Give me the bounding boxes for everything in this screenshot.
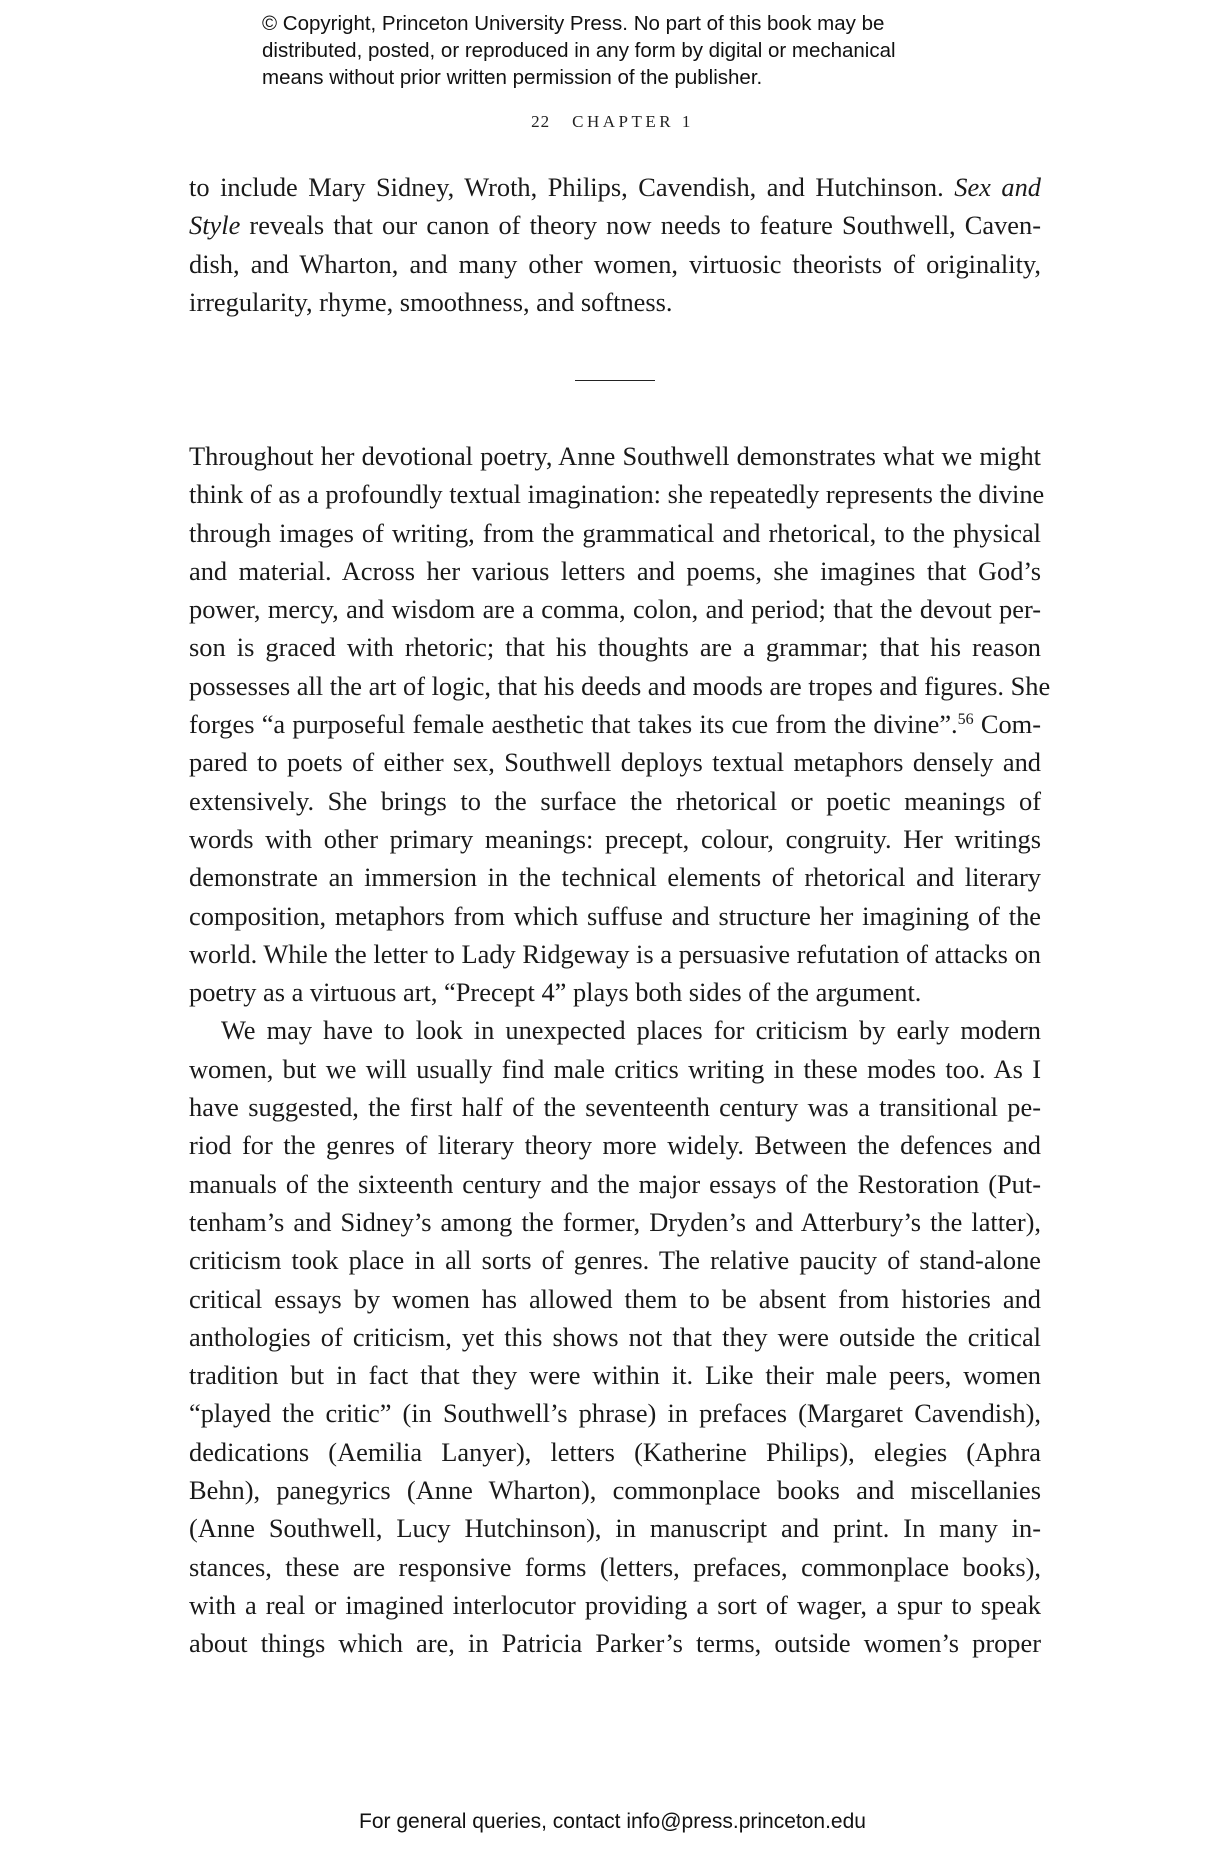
text-line: words with other primary meanings: precept, colour, congruity. Her writings <box>189 823 1041 854</box>
text-line: We may have to look in unexpected places for criticism by early modern <box>221 1015 1041 1046</box>
text-line <box>189 168 1041 206</box>
body-text <box>189 437 1051 1663</box>
text-line: demonstrate an immersion in the technical elements of rhetorical and literary <box>189 862 1041 893</box>
copyright-line: © Copyright, Princeton University Press. No part of this book may be <box>262 12 885 35</box>
text-line: power, mercy, and wisdom are a comma, colon, and period; that the devout per- <box>189 594 1041 625</box>
text-line: son is graced with rhetoric; that his thoughts are a grammar; that his reason <box>189 632 1041 663</box>
italic-title: Sex and <box>954 172 1041 202</box>
text-line: pared to poets of either sex, Southwell deploys textual metaphors densely and <box>189 747 1041 778</box>
intro-paragraph <box>189 168 1041 321</box>
text-line: dish, and Wharton, and many other women, virtuosic theorists of originality, <box>189 248 1041 279</box>
chapter-label: CHAPTER 1 <box>572 112 694 131</box>
text-line <box>189 206 1041 244</box>
text-line: stances, these are responsive forms (letters, prefaces, commonplace books), <box>189 1551 1041 1582</box>
text-line: dedications (Aemilia Lanyer), letters (Katherine Philips), elegies (Aphra <box>189 1436 1041 1467</box>
text-line: composition, metaphors from which suffuse and structure her imagining of the <box>189 900 1041 931</box>
text-line: about things which are, in Patricia Parker’s terms, outside women’s proper <box>189 1628 1041 1659</box>
text-line: tenham’s and Sidney’s among the former, Dryden’s and Atterbury’s the latter), <box>189 1206 1041 1237</box>
text-line: irregularity, rhyme, smoothness, and softness. <box>189 286 673 317</box>
text-line <box>189 705 1041 743</box>
text-line: women, but we will usually find male critics writing in these modes too. As I <box>189 1053 1041 1084</box>
text-line: riod for the genres of literary theory more widely. Between the defences and <box>189 1130 1041 1161</box>
text-line: criticism took place in all sorts of genres. The relative paucity of stand-alone <box>189 1245 1041 1276</box>
running-head <box>0 112 1225 132</box>
text-line: have suggested, the first half of the seventeenth century was a transitional pe- <box>189 1092 1041 1123</box>
italic-title: Style <box>189 210 241 241</box>
text-line: think of as a profoundly textual imagination: she repeatedly represents the divine <box>189 479 1045 510</box>
copyright-line: means without prior written permission of the publisher. <box>262 66 763 89</box>
text-segment: forges “a purposeful female aesthetic that takes its cue from the divine”. <box>189 709 958 740</box>
footnote-reference[interactable]: 56 <box>957 711 974 729</box>
text-segment: to include Mary Sidney, Wroth, Philips, Cavendish, and Hutchinson. <box>189 172 955 202</box>
text-line: anthologies of criticism, yet this shows not that they were outside the critical <box>189 1321 1041 1352</box>
copyright-notice <box>262 10 982 91</box>
page-number: 22 <box>531 112 551 131</box>
text-line: (Anne Southwell, Lucy Hutchinson), in manuscript and print. In many in- <box>189 1513 1041 1544</box>
text-line: manuals of the sixteenth century and the major essays of the Restoration (Put- <box>189 1168 1041 1199</box>
text-line: critical essays by women has allowed them to be absent from histories and <box>189 1283 1041 1314</box>
text-line: poetry as a virtuous art, “Precept 4” plays both sides of the argument. <box>189 977 922 1008</box>
text-line: tradition but in fact that they were within it. Like their male peers, women <box>189 1360 1041 1391</box>
section-break-rule <box>575 380 655 381</box>
text-line: Behn), panegyrics (Anne Wharton), commonplace books and miscellanies <box>189 1475 1041 1506</box>
text-line: “played the critic” (in Southwell’s phrase) in prefaces (Margaret Cavendish), <box>189 1398 1041 1429</box>
text-line: Throughout her devotional poetry, Anne Southwell demonstrates what we might <box>189 441 1041 471</box>
footer-contact: For general queries, contact info@press.princeton.edu <box>359 1810 866 1833</box>
text-line: extensively. She brings to the surface the rhetorical or poetic meanings of <box>189 785 1041 816</box>
text-line: world. While the letter to Lady Ridgeway is a persuasive refutation of attacks on <box>189 938 1041 969</box>
text-line: with a real or imagined interlocutor providing a sort of wager, a spur to speak <box>189 1589 1041 1620</box>
text-line: through images of writing, from the grammatical and rhetorical, to the physical <box>189 517 1041 548</box>
text-line: possesses all the art of logic, that his deeds and moods are tropes and figures. She <box>189 670 1051 701</box>
text-segment: reveals that our canon of theory now needs to feature Southwell, Caven- <box>240 210 1041 241</box>
text-line: and material. Across her various letters and poems, she imagines that God’s <box>189 555 1041 586</box>
text-segment: Com- <box>973 709 1041 740</box>
copyright-line: distributed, posted, or reproduced in any form by digital or mechanical <box>262 39 896 62</box>
